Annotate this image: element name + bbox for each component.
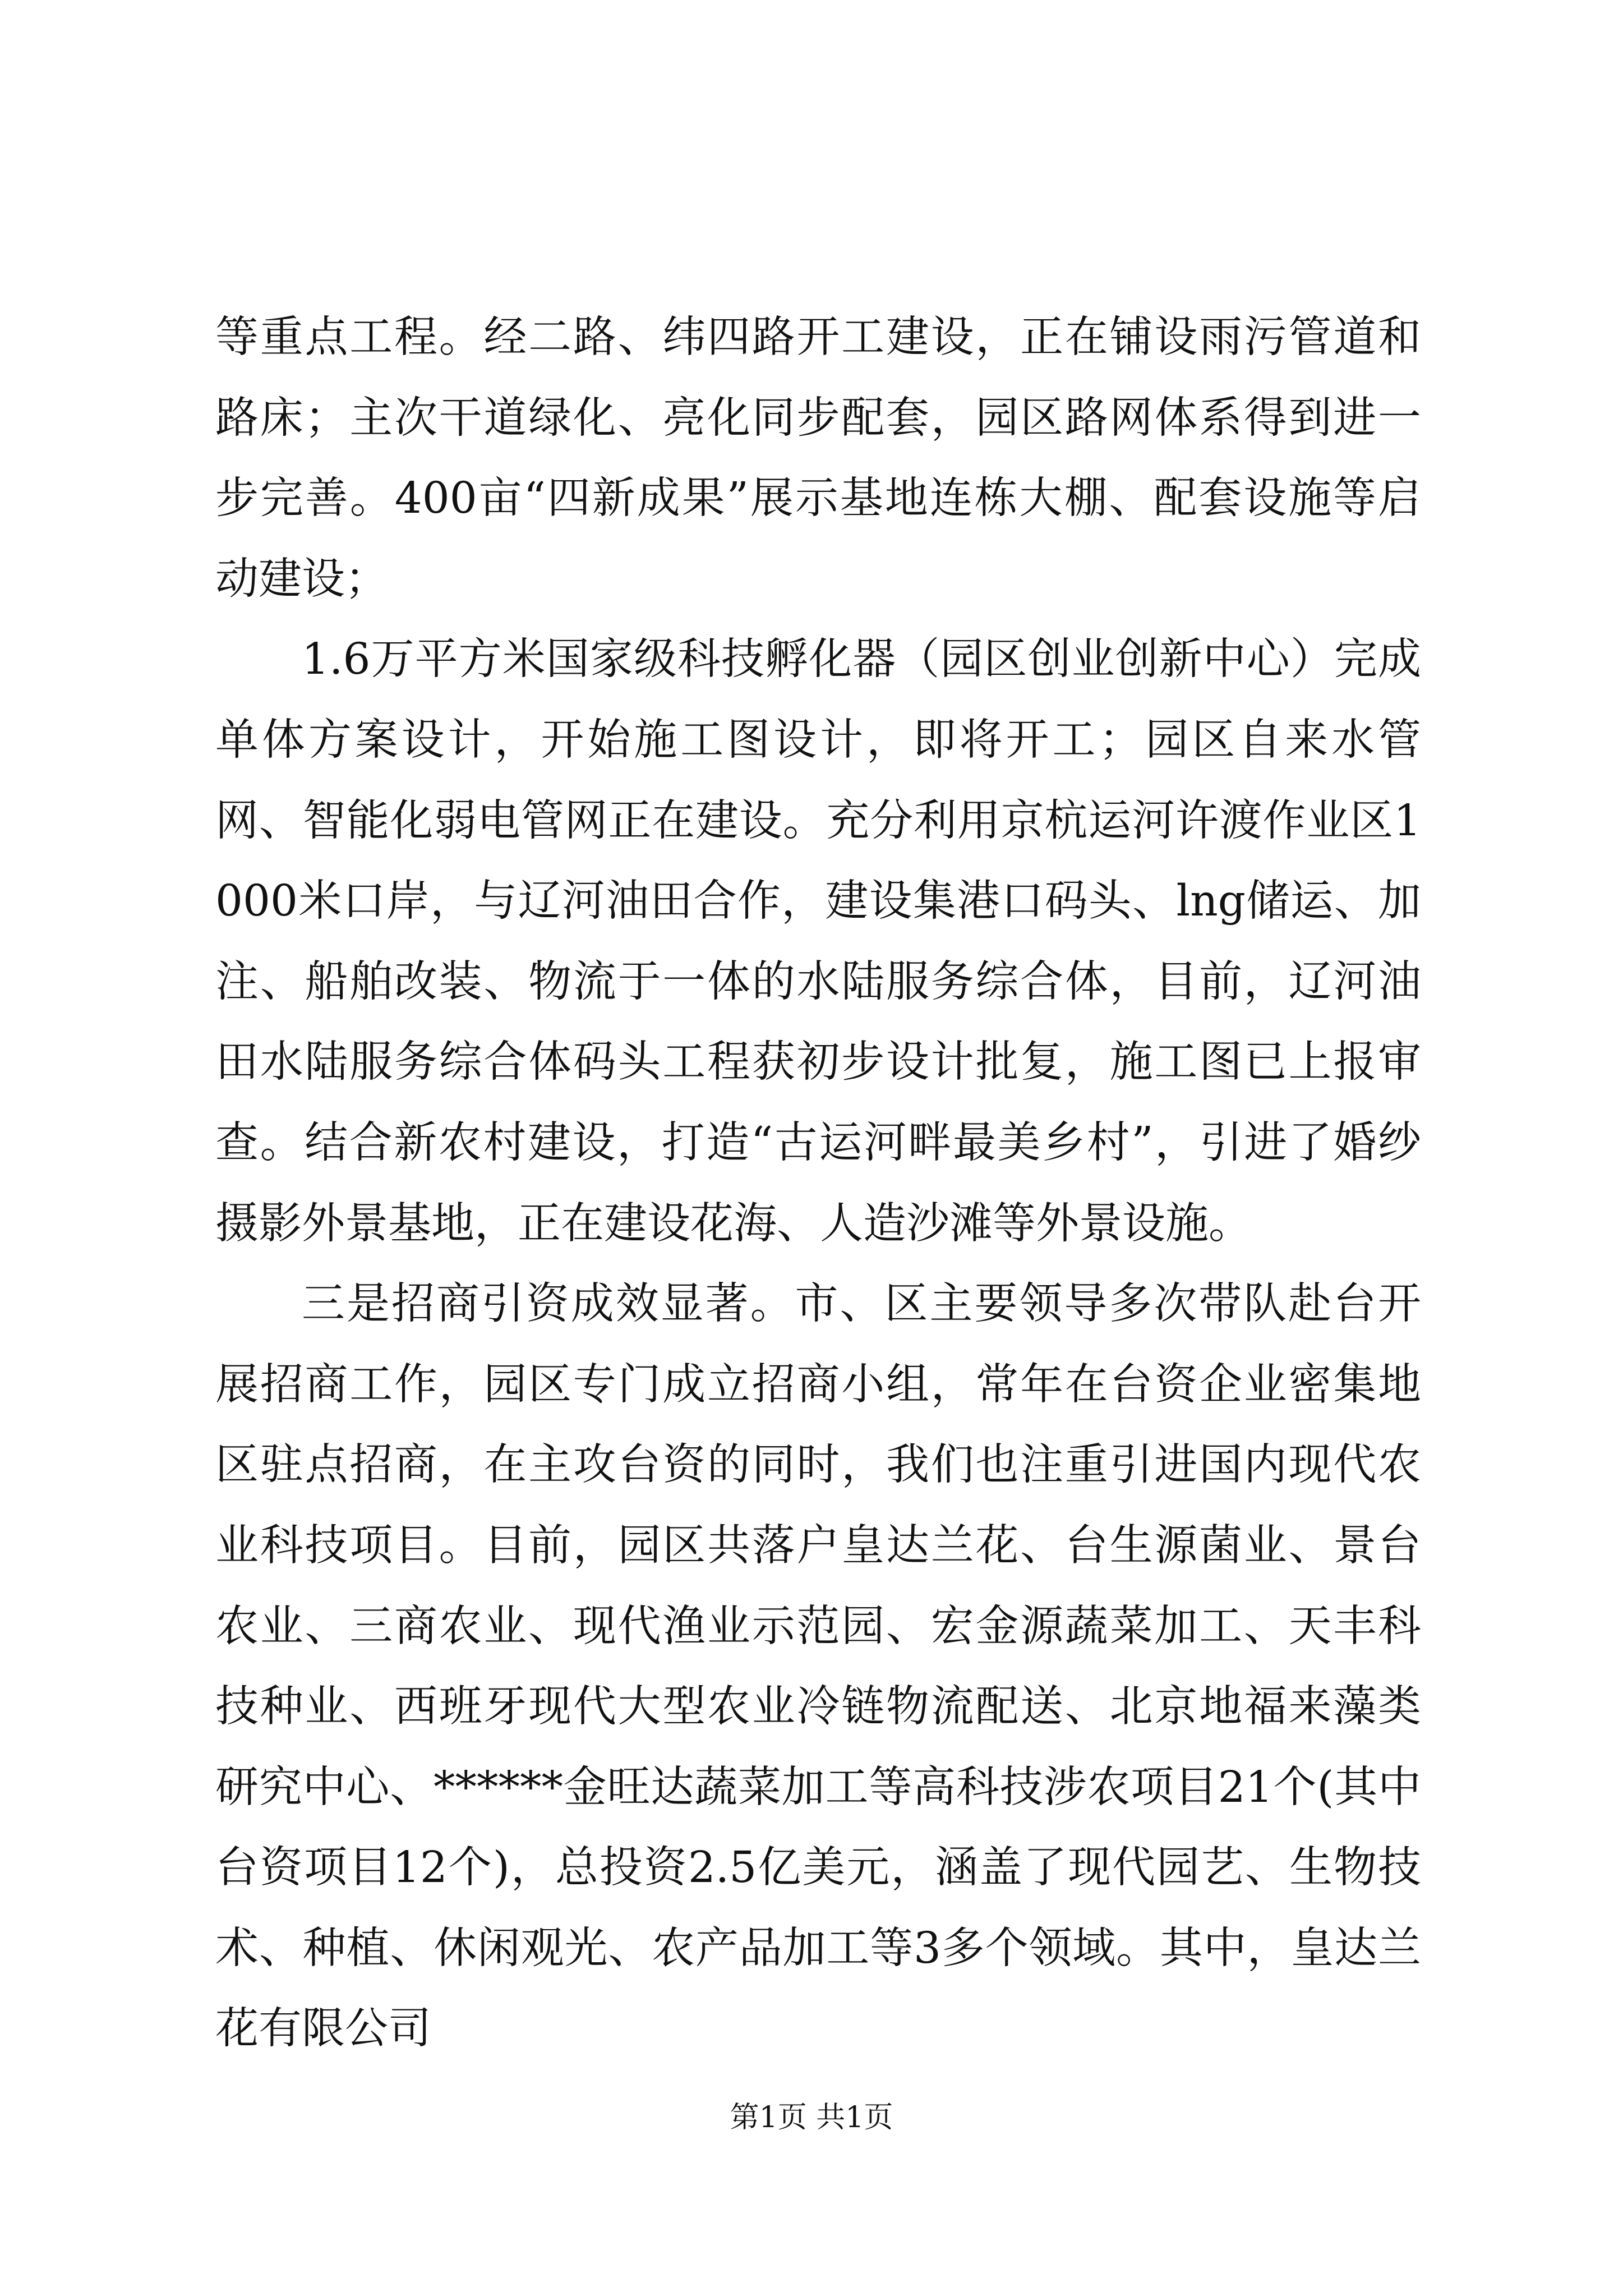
paragraph-3: 三是招商引资成效显著。市、区主要领导多次带队赴台开展招商工作，园区专门成立招商小组，常年在台资企业密集地区驻点招商，在主攻台资的同时，我们也注重引进国内现代农业科技项目。目前，园区共落户皇达兰花、台生源菌业、景台农业、三商农业、现代渔业示范园、宏金源蔬菜加工、天丰科技种业、西班牙现代大型农业冷链物流配送、北京地福来藻类研究中心、******金旺达蔬菜加工等高科技涉农项目21个(其中台资项目12个)，总投资2.5亿美元，涵盖了现代园艺、生物技术、种植、休闲观光、农产品加工等3多个领域。其中，皇达兰花有限公司	[215, 1279, 1421, 2054]
page-footer: 第1页 共1页	[730, 2101, 893, 2134]
paragraph-1: 等重点工程。经二路、纬四路开工建设，正在铺设雨污管道和路床；主次干道绿化、亮化同步配套，园区路网体系得到进一步完善。400亩“四新成果”展示基地连栋大棚、配套设施等启动建设；	[215, 312, 1421, 604]
paragraph-2: 1.6万平方米国家级科技孵化器（园区创业创新中心）完成单体方案设计，开始施工图设计，即将开工；园区自来水管网、智能化弱电管网正在建设。充分利用京杭运河许渡作业区1000米口岸，与辽河油田合作，建设集港口码头、lng储运、加注、船舶改装、物流于一体的水陆服务综合体，目前，辽河油田水陆服务综合体码头工程获初步设计批复，施工图已上报审查。结合新农村建设，打造“古运河畔最美乡村”，引进了婚纱摄影外景基地，正在建设花海、人造沙滩等外景设施。	[215, 634, 1421, 1249]
document-body	[215, 297, 1421, 2069]
